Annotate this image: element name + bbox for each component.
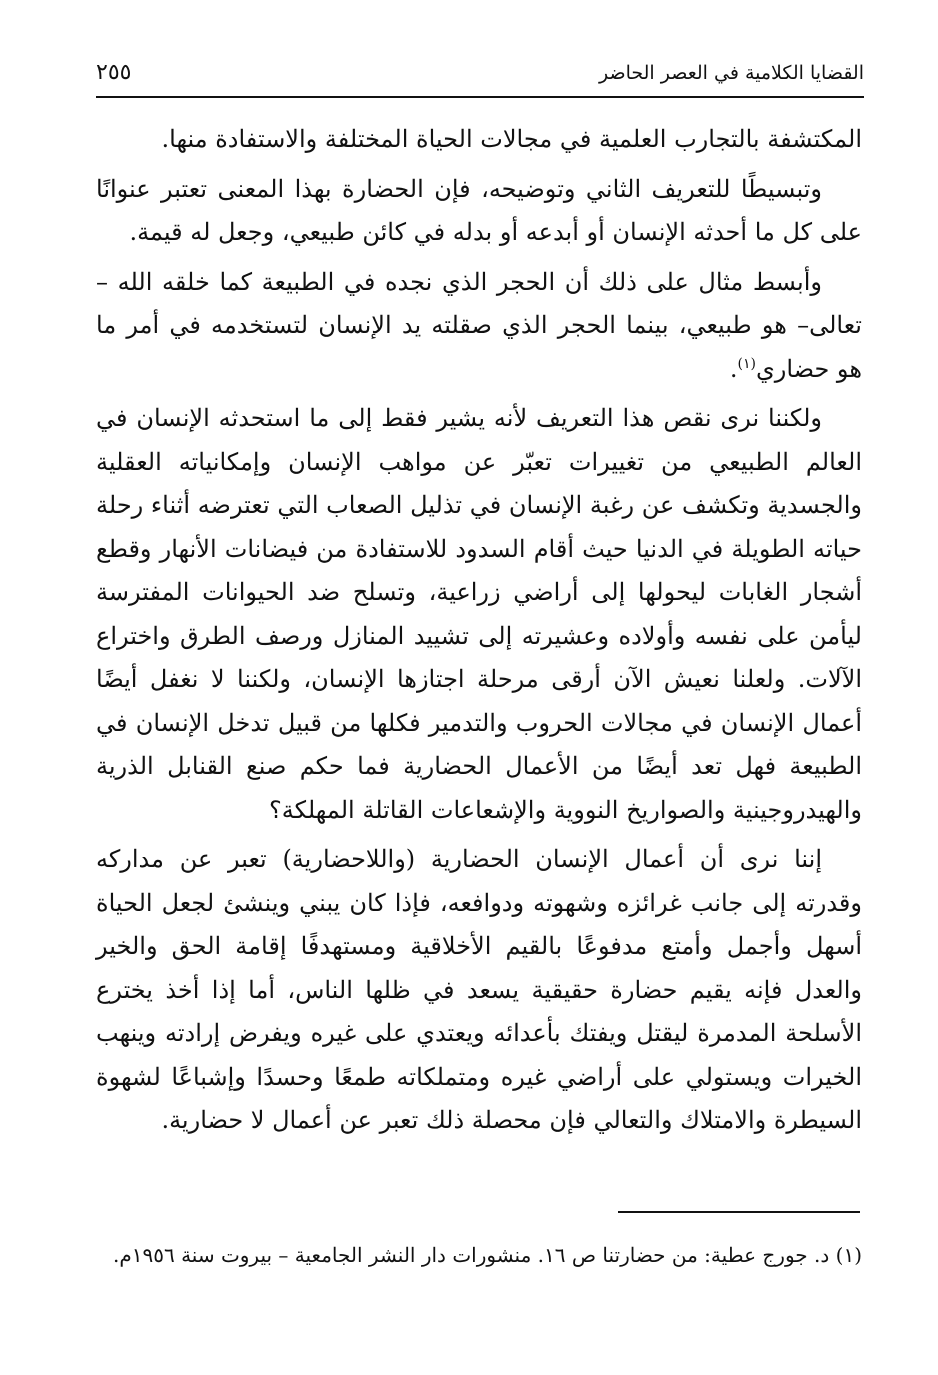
running-title: القضايا الكلامية في العصر الحاضر <box>598 62 864 84</box>
paragraph-3-text: وأبسط مثال على ذلك أن الحجر الذي نجده في الطبيعة كما خلقه الله – تعالى– هو طبيعي، بينما الحجر الذي صقلته يد الإنسان لتستخدمه في أمر ما هو حضاري <box>96 267 862 383</box>
paragraph-3 <box>96 261 862 392</box>
paragraph-1: المكتشفة بالتجارب العلمية في مجالات الحياة المختلفة والاستفادة منها. <box>161 125 862 153</box>
paragraph-2: وتبسيطًا للتعريف الثاني وتوضيحه، فإن الحضارة بهذا المعنى تعتبر عنوانًا على كل ما أحدثه الإنسان أو أبدعه أو بدله في كائن طبيعي، وجعل له قيمة. <box>96 174 862 246</box>
paragraph-3-end: . <box>729 354 738 383</box>
footnote-divider <box>618 1211 860 1213</box>
footnote: (١) د. جورج عطية: من حضارتنا ص ١٦. منشورات دار النشر الجامعية – بيروت سنة ١٩٥٦م. <box>113 1243 862 1267</box>
footnote-reference[interactable]: (١) <box>737 355 756 372</box>
main-text <box>96 118 862 1149</box>
page-header <box>96 60 864 98</box>
page-number: ٢٥٥ <box>96 60 132 85</box>
paragraph-4: ولكننا نرى نقص هذا التعريف لأنه يشير فقط إلى ما استحدثه الإنسان في العالم الطبيعي من تغييرات تعبّر عن مواهب الإنسان وإمكانياته العقلية والجسدية وتكشف عن رغبة الإنسان في تذليل الصعاب التي تعترضه أثناء رحلة حياته الطويلة في الدنيا حيث أقام السدود للاستفادة من فيضانات الأنهار وقطع أشجار الغابات ليحولها إلى أراضي زراعية، وتسلح ضد الحيوانات المفترسة ليأمن على نفسه وأولاده وعشيرته إلى تشييد المنازل ورصف الطرق واختراع الآلات. ولعلنا نعيش الآن أرقى مرحلة اجتازها الإنسان، ولكننا لا نغفل أيضًا أعمال الإنسان في مجالات الحروب والتدمير فكلها من قبيل تدخل الإنسان في الطبيعة فهل تعد أيضًا من الأعمال الحضارية فما حكم صنع القنابل الذرية والهيدروجينية والصواريخ النووية والإشعاعات القاتلة المهلكة؟ <box>96 404 863 824</box>
paragraph-5: إننا نرى أن أعمال الإنسان الحضارية (واللاحضارية) تعبر عن مداركه وقدرته إلى جانب غرائزه وشهوته ودوافعه، فإذا كان يبني وينشئ لجعل الحياة أسهل وأجمل وأمتع مدفوعًا بالقيم الأخلاقية ومستهدفًا إقامة الحق والخير والعدل فإنه يقيم حضارة حقيقية يسعد في ظلها الناس، أما إذا أخذ يخترع الأسلحة المدمرة ليقتل ويفتك بأعدائه ويعتدي على غيره ويفرض إرادته وينهب الخيرات ويستولي على أراضي غيره ومتملكاته طمعًا وحسدًا وإشباعًا لشهوة السيطرة والامتلاك والتعالي فإن محصلة ذلك تعبر عن أعمال لا حضارية. <box>96 845 862 1134</box>
